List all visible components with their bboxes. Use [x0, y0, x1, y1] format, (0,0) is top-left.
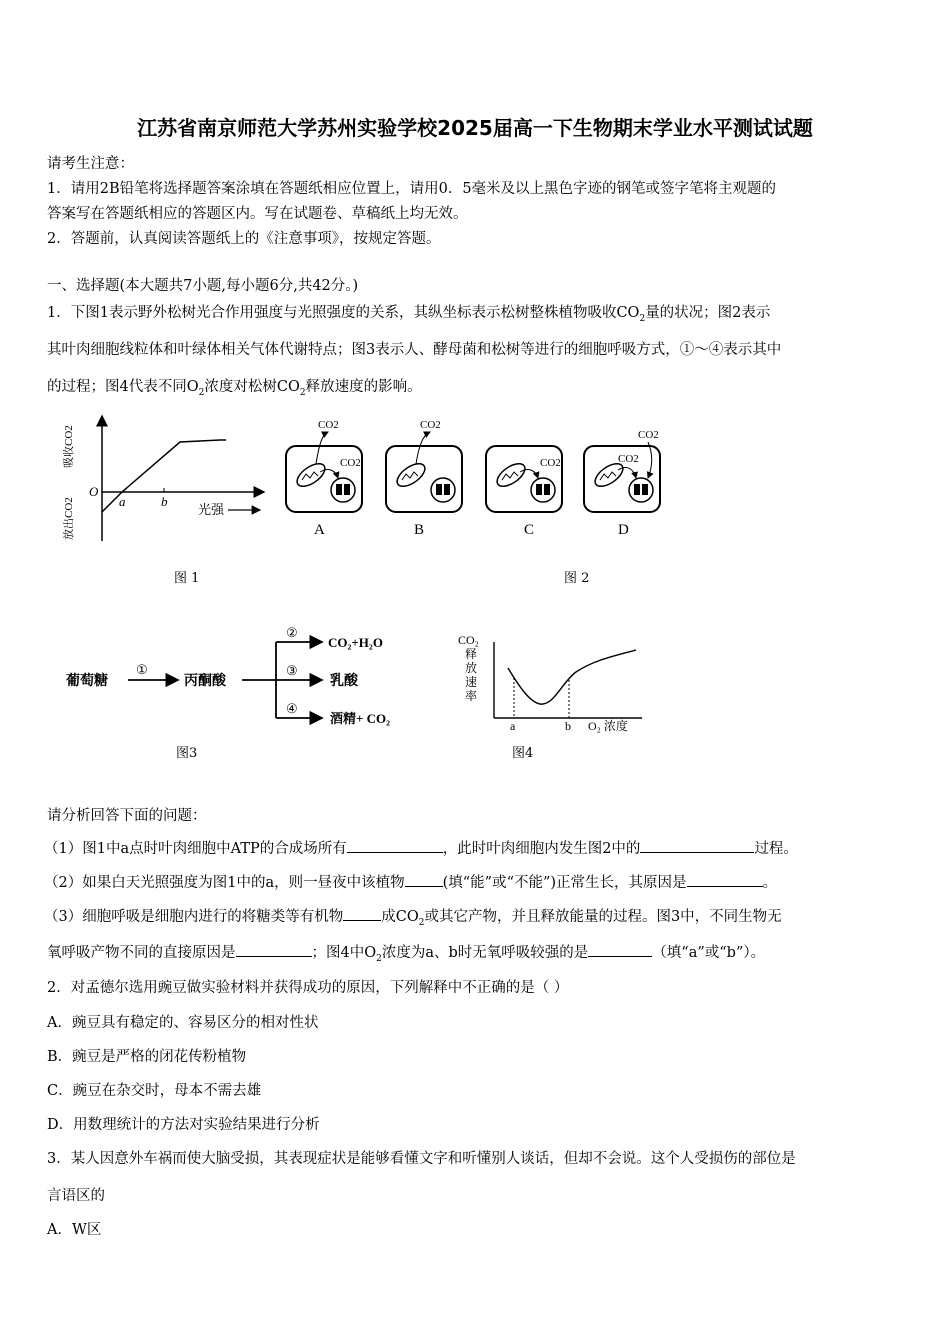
subscript: 2 [198, 387, 205, 398]
x-axis-label: O₂ 浓度 [588, 719, 628, 733]
q1-sub-1c: 过程。 [754, 841, 798, 857]
q1-sub-2b: (填“能”或“不能”)正常生长，其原因是 [442, 875, 687, 891]
product-co2-h2o: CO₂+H₂O [328, 635, 383, 650]
point-b-label: b [161, 494, 168, 509]
figure-1-graph [60, 408, 270, 548]
q1-sub-3b: 成CO [381, 909, 419, 925]
product-alcohol-co2: 酒精+ CO₂ [330, 711, 391, 726]
origin-label: O [89, 484, 99, 499]
subscript: 2 [418, 917, 425, 928]
figure-4-caption: 图4 [512, 746, 534, 761]
y-label-line: 放 [465, 661, 478, 675]
cell-d [584, 429, 660, 538]
q2-option-d: D．用数理统计的方法对实验结果进行分析 [47, 1117, 320, 1133]
q2-option-b: B．豌豆是严格的闭花传粉植物 [47, 1049, 247, 1065]
co2-label: CO2 [340, 457, 361, 469]
q1-sub-4a: 氧呼吸产物不同的直接原因是 [47, 945, 236, 961]
point-a-label: a [510, 719, 516, 733]
mitochondrion-shape [293, 459, 328, 490]
q1-sub-2a: （2）如果白天光照强度为图1中的a，则一昼夜中该植物 [44, 875, 405, 891]
co2-release-curve [508, 650, 636, 704]
notice-heading: 请考生注意： [47, 156, 134, 172]
notice-item-2: 2．答题前，认真阅读答题纸上的《注意事项》，按规定答题。 [47, 231, 441, 247]
q1-line-3a: 的过程；图4代表不同O [47, 379, 199, 395]
q2-option-c: C．豌豆在杂交时，母本不需去雄 [47, 1083, 262, 1099]
cell-a [286, 419, 362, 538]
q1-sub-4 [47, 941, 765, 964]
answer-blank[interactable] [588, 942, 652, 957]
q2-option-a: A．豌豆具有稳定的、容易区分的相对性状 [47, 1015, 319, 1031]
co2-label: CO2 [420, 419, 441, 431]
q1-line-3 [47, 375, 422, 398]
subscript: 2 [376, 953, 382, 964]
chloroplast-shape [531, 478, 555, 502]
q1-line-1 [47, 301, 770, 324]
page-title: 江苏省南京师范大学苏州实验学校2025届高一下生物期末学业水平测试试题 [137, 116, 813, 140]
subscript: 2 [299, 387, 306, 398]
answer-blank[interactable] [347, 838, 443, 853]
step-1-label: ① [136, 662, 148, 677]
q1-sub-3 [44, 905, 782, 928]
point-a-label: a [119, 494, 126, 509]
q1-sub-4b: ；图4中O [311, 945, 377, 961]
step-2-label: ② [286, 625, 298, 640]
q2-stem: 2．对孟德尔选用豌豆做实验材料并获得成功的原因，下列解释中不正确的是（ ） [47, 980, 569, 996]
q3-option-a: A．W区 [47, 1222, 102, 1238]
q1-line-1a: 下图1表示野外松树光合作用强度与光照强度的关系，其纵坐标表示松树整株植物吸收CO [70, 305, 640, 321]
section-heading: 一、选择题(本大题共7小题,每小题6分,共42分。) [47, 278, 359, 294]
q1-sub-2 [44, 871, 777, 892]
pyruvate-label: 丙酮酸 [184, 674, 226, 689]
mitochondrion-shape [493, 459, 528, 490]
y-label-top: 吸收CO2 [63, 425, 75, 468]
q1-sub-3a: （3）细胞呼吸是细胞内进行的将糖类等有机物 [44, 909, 344, 925]
q1-sub-1a: （1）图1中a点时叶肉细胞中ATP的合成场所有 [44, 841, 347, 857]
y-label-line: 释 [465, 647, 478, 661]
answer-blank[interactable] [405, 872, 443, 887]
y-label-line: CO₂ [458, 633, 479, 647]
notice-item-1b: 答案写在答题纸相应的答题区内。写在试题卷、草稿纸上均无效。 [47, 206, 468, 222]
figure-2-cells [276, 408, 676, 544]
y-label-line: 速 [465, 675, 478, 689]
step-4-label: ④ [286, 701, 298, 716]
co2-label: CO2 [540, 457, 561, 469]
answer-blank[interactable] [687, 872, 763, 887]
co2-label: CO2 [638, 429, 659, 441]
notice-item-1a: 1．请用2B铅笔将选择题答案涂填在答题纸相应位置上，请用0．5毫米及以上黑色字迹的钢笔或签字笔将主观题的 [47, 181, 777, 197]
figure-1-caption: 图 1 [174, 571, 200, 586]
glucose-label: 葡萄糖 [66, 674, 108, 689]
answer-blank[interactable] [343, 906, 381, 921]
chloroplast-shape [431, 478, 455, 502]
q3-stem-1: 3．某人因意外车祸而使大脑受损，其表现症状是能够看懂文字和听懂别人谈话，但却不会说。这个人受损伤的部位是 [47, 1151, 796, 1167]
q3-stem-2: 言语区的 [47, 1188, 105, 1204]
q1-sub-1 [44, 837, 798, 858]
q1-number: 1． [47, 305, 71, 321]
cell-b-label: B [414, 522, 425, 538]
cell-a-label: A [314, 522, 325, 538]
figure-2-caption: 图 2 [564, 571, 590, 586]
q1-sub-3c: 或其它产物，并且释放能量的过程。图3中，不同生物无 [424, 909, 782, 925]
q1-prompt: 请分析回答下面的问题： [47, 808, 207, 824]
figure-3-caption: 图3 [176, 746, 198, 761]
product-lactic-acid: 乳酸 [330, 674, 358, 689]
answer-blank[interactable] [640, 838, 754, 853]
co2-label: CO2 [618, 453, 639, 465]
cell-b [386, 419, 462, 538]
subscript: 2 [639, 313, 646, 324]
q1-line-3b: 浓度对松树CO [204, 379, 300, 395]
chloroplast-shape [331, 478, 355, 502]
q1-sub-1b: ，此时叶肉细胞内发生图2中的 [442, 841, 641, 857]
q1-sub-2c: 。 [762, 875, 778, 891]
cell-d-label: D [618, 522, 629, 538]
cell-c-label: C [524, 522, 535, 538]
step-3-label: ③ [286, 663, 298, 678]
figure-3-respiration [62, 622, 422, 732]
q1-sub-4c: 浓度为a、b时无氧呼吸较强的是 [381, 945, 589, 961]
q1-line-1b: 量的状况；图2表示 [645, 305, 771, 321]
q1-line-3c: 释放速度的影响。 [305, 379, 422, 395]
answer-blank[interactable] [236, 942, 312, 957]
point-b-label: b [565, 719, 571, 733]
chloroplast-shape [629, 478, 653, 502]
figure-4-graph [450, 628, 650, 736]
q1-line-2: 其叶肉细胞线粒体和叶绿体相关气体代谢特点；图3表示人、酵母菌和松树等进行的细胞呼吸方式，①～④表示其中 [47, 342, 782, 358]
co2-label: CO2 [318, 419, 339, 431]
mitochondrion-shape [393, 459, 428, 490]
y-label-bottom: 放出CO2 [63, 497, 75, 540]
x-axis-label: 光强 [198, 502, 225, 517]
y-label-line: 率 [465, 689, 478, 703]
cell-c [486, 446, 562, 538]
q1-sub-4d: （填“a”或“b”）。 [652, 945, 766, 961]
